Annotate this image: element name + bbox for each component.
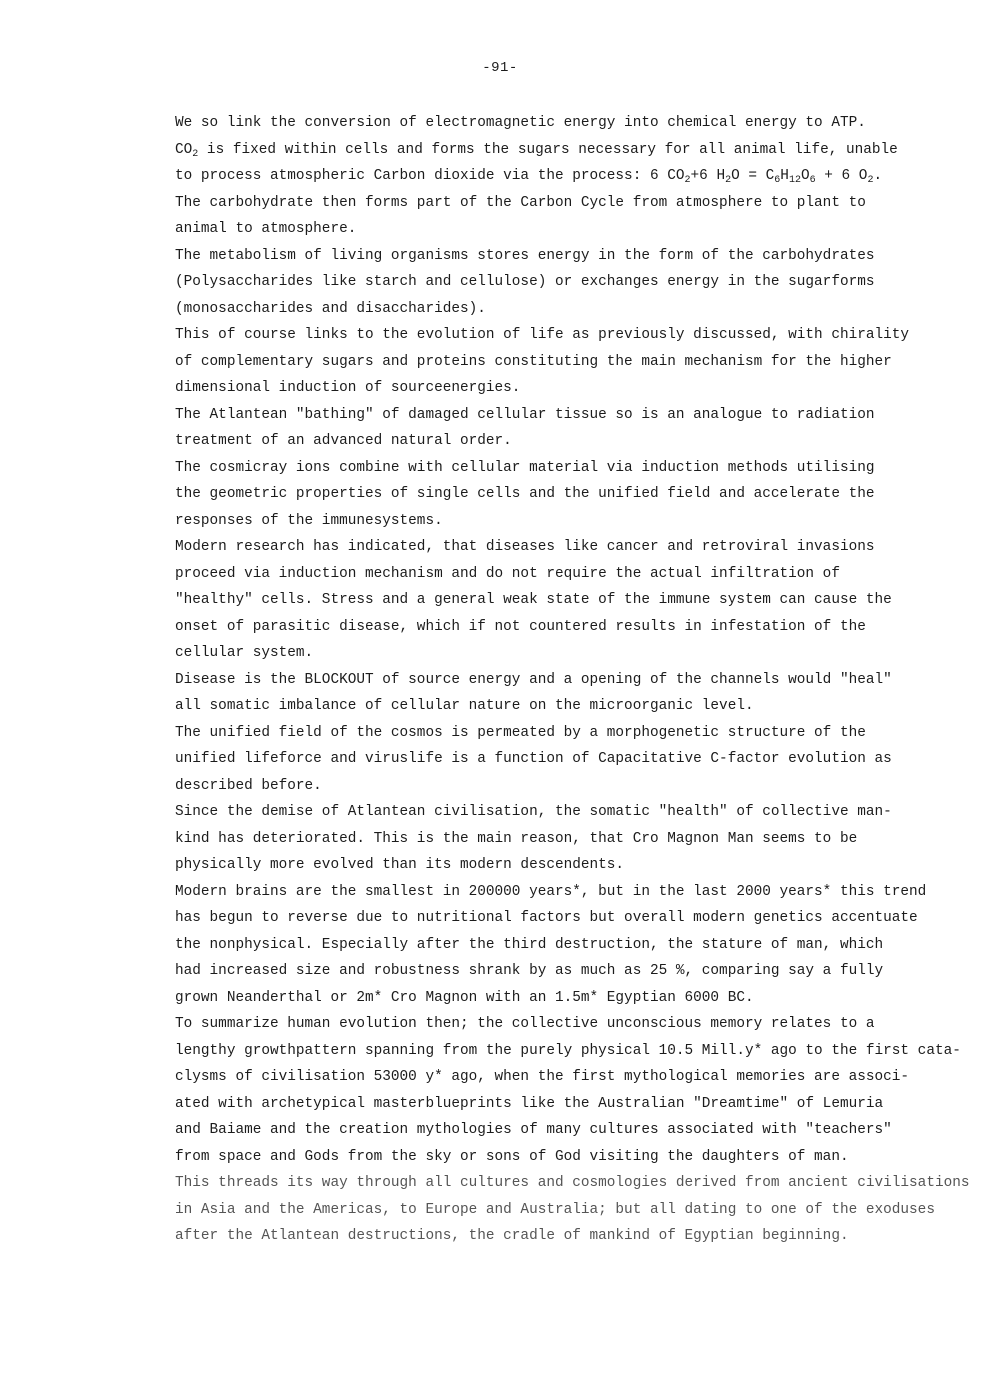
text-line: in Asia and the Americas, to Europe and Australia; but all dating to one of the exoduses [175,1201,935,1218]
text-line: Modern research has indicated, that diseases like cancer and retroviral invasions [175,539,875,555]
text-line: physically more evolved than its modern descendents. [175,857,625,873]
text-line: The carbohydrate then forms part of the Carbon Cycle from atmosphere to plant to [175,194,866,211]
text-line: This of course links to the evolution of life as previously discussed, with chirality [175,327,910,343]
text-segment: +6 H [690,168,726,184]
text-segment: H [780,168,789,184]
text-line [175,137,975,164]
text-line: lengthy growthpattern spanning from the purely physical 10.5 Mill.y* ago to the first cata- [175,1042,961,1059]
text-segment: CO [175,141,193,158]
text-segment: O = C [731,168,775,184]
subscript: 6 [809,175,816,186]
text-line: from space and Gods from the sky or sons of God visiting the daughters of man. [175,1148,849,1165]
body-text [175,110,975,1250]
text-line: the nonphysical. Especially after the third destruction, the stature of man, which [175,936,884,953]
text-line: onset of parasitic disease, which if not countered results in infestation of the [175,618,866,635]
text-segment: O [800,168,810,184]
text-line: ated with archetypical masterblueprints like the Australian "Dreamtime" of Lemuria [175,1095,884,1112]
text-line: animal to atmosphere. [175,221,357,237]
text-line: the geometric properties of single cells and the unified field and accelerate the [175,486,875,502]
text-line: Disease is the BLOCKOUT of source energy and a opening of the channels would "heal" [175,671,892,688]
text-line: "healthy" cells. Stress and a general weak state of the immune system can cause the [175,592,892,608]
text-line: of complementary sugars and proteins constituting the main mechanism for the higher [175,353,892,370]
text-line: and Baiame and the creation mythologies of many cultures associated with "teachers" [175,1122,892,1138]
text-line: unified lifeforce and viruslife is a function of Capacitative C-factor evolution as [175,751,892,767]
text-line: responses of the immunesystems. [175,512,443,529]
text-line: The cosmicray ions combine with cellular material via induction methods utilising [175,459,875,476]
text-segment: is fixed within cells and forms the sugars necessary for all animal life, unable [198,141,898,158]
subscript: 2 [684,175,691,186]
subscript: 2 [192,148,199,160]
text-line: dimensional induction of sourceenergies. [175,380,521,396]
text-line: We so link the conversion of electromagnetic energy into chemical energy to ATP. [175,115,866,131]
text-line: clysms of civilisation 53000 y* ago, when the first mythological memories are associ- [175,1069,910,1085]
text-line [175,163,975,190]
text-line: The metabolism of living organisms stores energy in the form of the carbohydrates [175,247,875,264]
text-line: Modern brains are the smallest in 200000 years*, but in the last 2000 years* this trend [175,883,927,900]
subscript: 2 [725,175,732,186]
text-segment: + 6 O [815,168,868,184]
subscript: 2 [867,175,874,186]
text-line: kind has deteriorated. This is the main reason, that Cro Magnon Man seems to be [175,830,858,847]
text-line: Since the demise of Atlantean civilisation, the somatic "health" of collective man- [175,804,892,820]
text-line: The unified field of the cosmos is permeated by a morphogenetic structure of the [175,724,866,741]
text-line: This threads its way through all cultures and cosmologies derived from ancient civilisations [175,1175,970,1191]
text-line: (Polysaccharides like starch and cellulose) or exchanges energy in the sugarforms [175,274,875,290]
text-line: proceed via induction mechanism and do not require the actual infiltration of [175,565,840,582]
text-segment: . [873,168,883,184]
subscript: 6 [774,175,781,186]
text-line: To summarize human evolution then; the collective unconscious memory relates to a [175,1016,875,1032]
text-line: described before. [175,777,322,794]
text-line: cellular system. [175,645,314,661]
text-line: had increased size and robustness shrank by as much as 25 %, comparing say a fully [175,963,884,979]
text-line: treatment of an advanced natural order. [175,433,512,449]
text-line: all somatic imbalance of cellular nature on the microorganic level. [175,698,754,714]
text-line: after the Atlantean destructions, the cradle of mankind of Egyptian beginning. [175,1228,849,1244]
subscript: 12 [788,175,801,186]
text-line: grown Neanderthal or 2m* Cro Magnon with an 1.5m* Egyptian 6000 BC. [175,989,754,1006]
page-number: -91- [482,60,518,76]
text-line: (monosaccharides and disaccharides). [175,300,486,317]
text-line: has begun to reverse due to nutritional factors but overall modern genetics accentuate [175,910,918,926]
text-line: The Atlantean "bathing" of damaged cellular tissue so is an analogue to radiation [175,406,875,423]
text-segment: to process atmospheric Carbon dioxide via the process: 6 CO [175,168,685,184]
